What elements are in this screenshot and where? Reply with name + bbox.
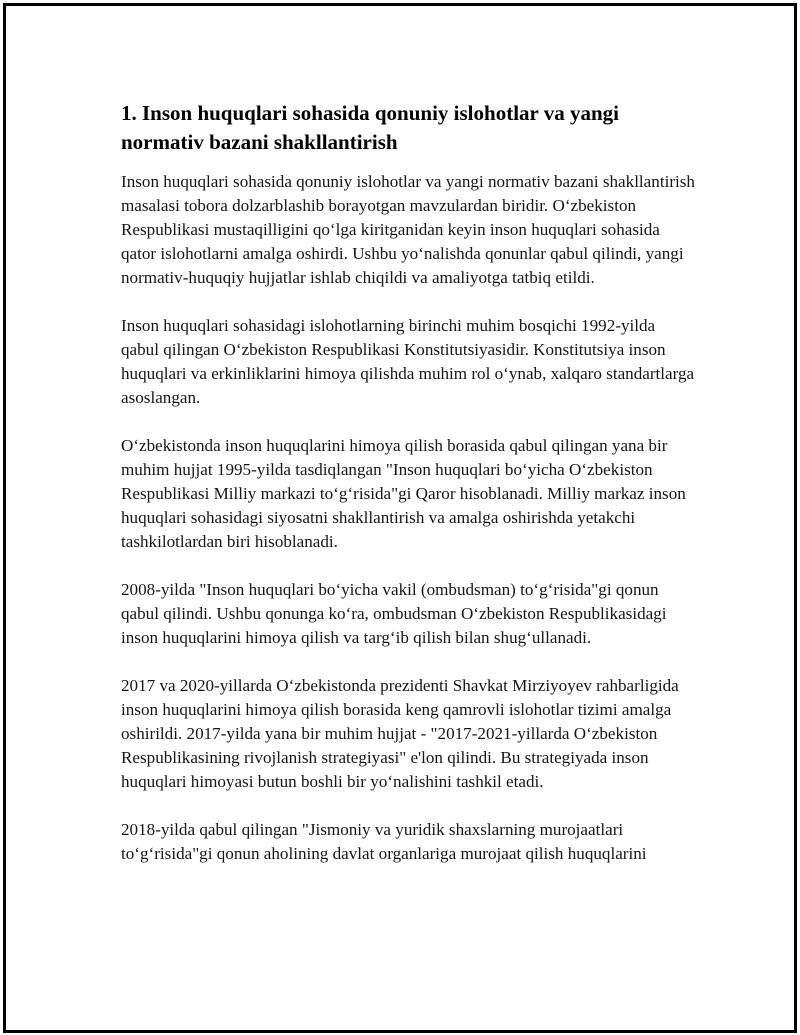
paragraph-constitution: Inson huquqlari sohasidagi islohotlarning birinchi muhim bosqichi 1992-yilda qabul qilingan O‘zbekiston Respublikasi Konstitutsiyasidir. Konstitutsiya inson huquqlari va erkinliklarini himoya qilishda muhim rol o‘ynab, xalqaro standartlarga asoslangan. (121, 316, 695, 407)
document-body (121, 99, 696, 890)
page-border (3, 3, 797, 1033)
paragraph-ombudsman: 2008-yilda "Inson huquqlari bo‘yicha vakil (ombudsman) to‘g‘risida"gi qonun qabul qilindi. Ushbu qonunga ko‘ra, ombudsman O‘zbekiston Respublikasidagi inson huquqlarini himoya qilish va targ‘ib qilish bilan shug‘ullanadi. (121, 580, 667, 647)
paragraph-national-center: O‘zbekistonda inson huquqlarini himoya qilish borasida qabul qilingan yana bir muhim hujjat 1995-yilda tasdiqlangan "Inson huquqlari bo‘yicha O‘zbekiston Respublikasi Milliy markazi to‘g‘risida"gi Qaror hisoblanadi. Milliy markaz inson huquqlari sohasidagi siyosatni shakllantirish va amalga oshirishda yetakchi tashkilotlardan biri hisoblanadi. (121, 436, 686, 551)
paragraph-appeals-law: 2018-yilda qabul qilingan "Jismoniy va yuridik shaxslarning murojaatlari to‘g‘risida"gi qonun aholining davlat organlariga murojaat qilish huquqlarini (121, 820, 647, 863)
paragraph-reforms-2017-2020: 2017 va 2020-yillarda O‘zbekistonda prezidenti Shavkat Mirziyoyev rahbarligida inson huquqlarini himoya qilish borasida keng qamrovli islohotlar tizimi amalga oshirildi. 2017-yilda yana bir muhim hujjat - "2017-2021-yillarda O‘zbekiston Respublikasining rivojlanish strategiyasi" e'lon qilindi. Bu strategiyada inson huquqlari himoyasi butun boshli bir yo‘nalishini tashkil etadi. (121, 676, 679, 791)
section-heading: 1. Inson huquqlari sohasida qonuniy islohotlar va yangi normativ bazani shakllantirish (121, 101, 619, 154)
paragraph-intro: Inson huquqlari sohasida qonuniy islohotlar va yangi normativ bazani shakllantirish masalasi tobora dolzarblashib borayotgan mavzulardan biridir. O‘zbekiston Respublikasi mustaqilligini qo‘lga kiritganidan keyin inson huquqlari sohasida qator islohotlarni amalga oshirdi. Ushbu yo‘nalishda qonunlar qabul qilindi, yangi normativ-huquqiy hujjatlar ishlab chiqildi va amaliyotga tatbiq etildi. (121, 172, 695, 287)
